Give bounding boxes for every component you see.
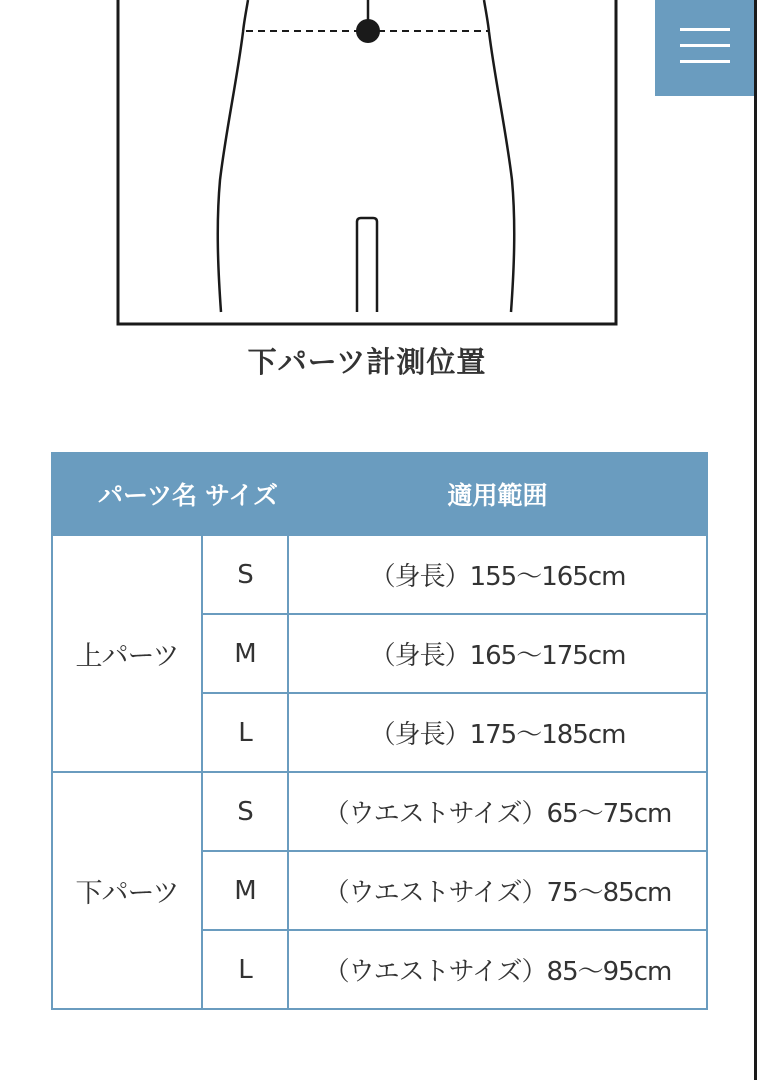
range-cell: （ウエストサイズ）75〜85cm (288, 851, 707, 930)
hamburger-menu-icon-bar (680, 44, 730, 47)
table-row (52, 535, 707, 614)
part-name-cell: 上パーツ (52, 535, 202, 772)
header-part-name: パーツ名 (52, 453, 202, 535)
diagram-frame (118, 0, 616, 324)
size-cell: S (202, 772, 288, 851)
size-cell: M (202, 851, 288, 930)
header-size: サイズ (202, 453, 288, 535)
range-cell: （ウエストサイズ）85〜95cm (288, 930, 707, 1009)
waist-point-marker (356, 19, 380, 43)
body-outline-left (218, 0, 248, 312)
hamburger-menu-icon (680, 28, 730, 31)
table-header-row (52, 453, 707, 535)
size-cell: L (202, 693, 288, 772)
part-name-cell: 下パーツ (52, 772, 202, 1009)
hamburger-menu-icon-bar (680, 60, 730, 63)
crotch-outline (357, 218, 377, 312)
size-table (51, 452, 708, 1010)
range-cell: （身長）165〜175cm (288, 614, 707, 693)
range-cell: （身長）155〜165cm (288, 535, 707, 614)
size-cell: L (202, 930, 288, 1009)
body-outline-right (484, 0, 514, 312)
size-cell: S (202, 535, 288, 614)
diagram-caption: 下パーツ計測位置 (247, 345, 487, 379)
range-cell: （身長）175〜185cm (288, 693, 707, 772)
lower-part-measurement-diagram (0, 0, 757, 340)
menu-button[interactable] (655, 0, 757, 96)
size-cell: M (202, 614, 288, 693)
table-row (52, 772, 707, 851)
range-cell: （ウエストサイズ）65〜75cm (288, 772, 707, 851)
header-range: 適用範囲 (288, 453, 707, 535)
